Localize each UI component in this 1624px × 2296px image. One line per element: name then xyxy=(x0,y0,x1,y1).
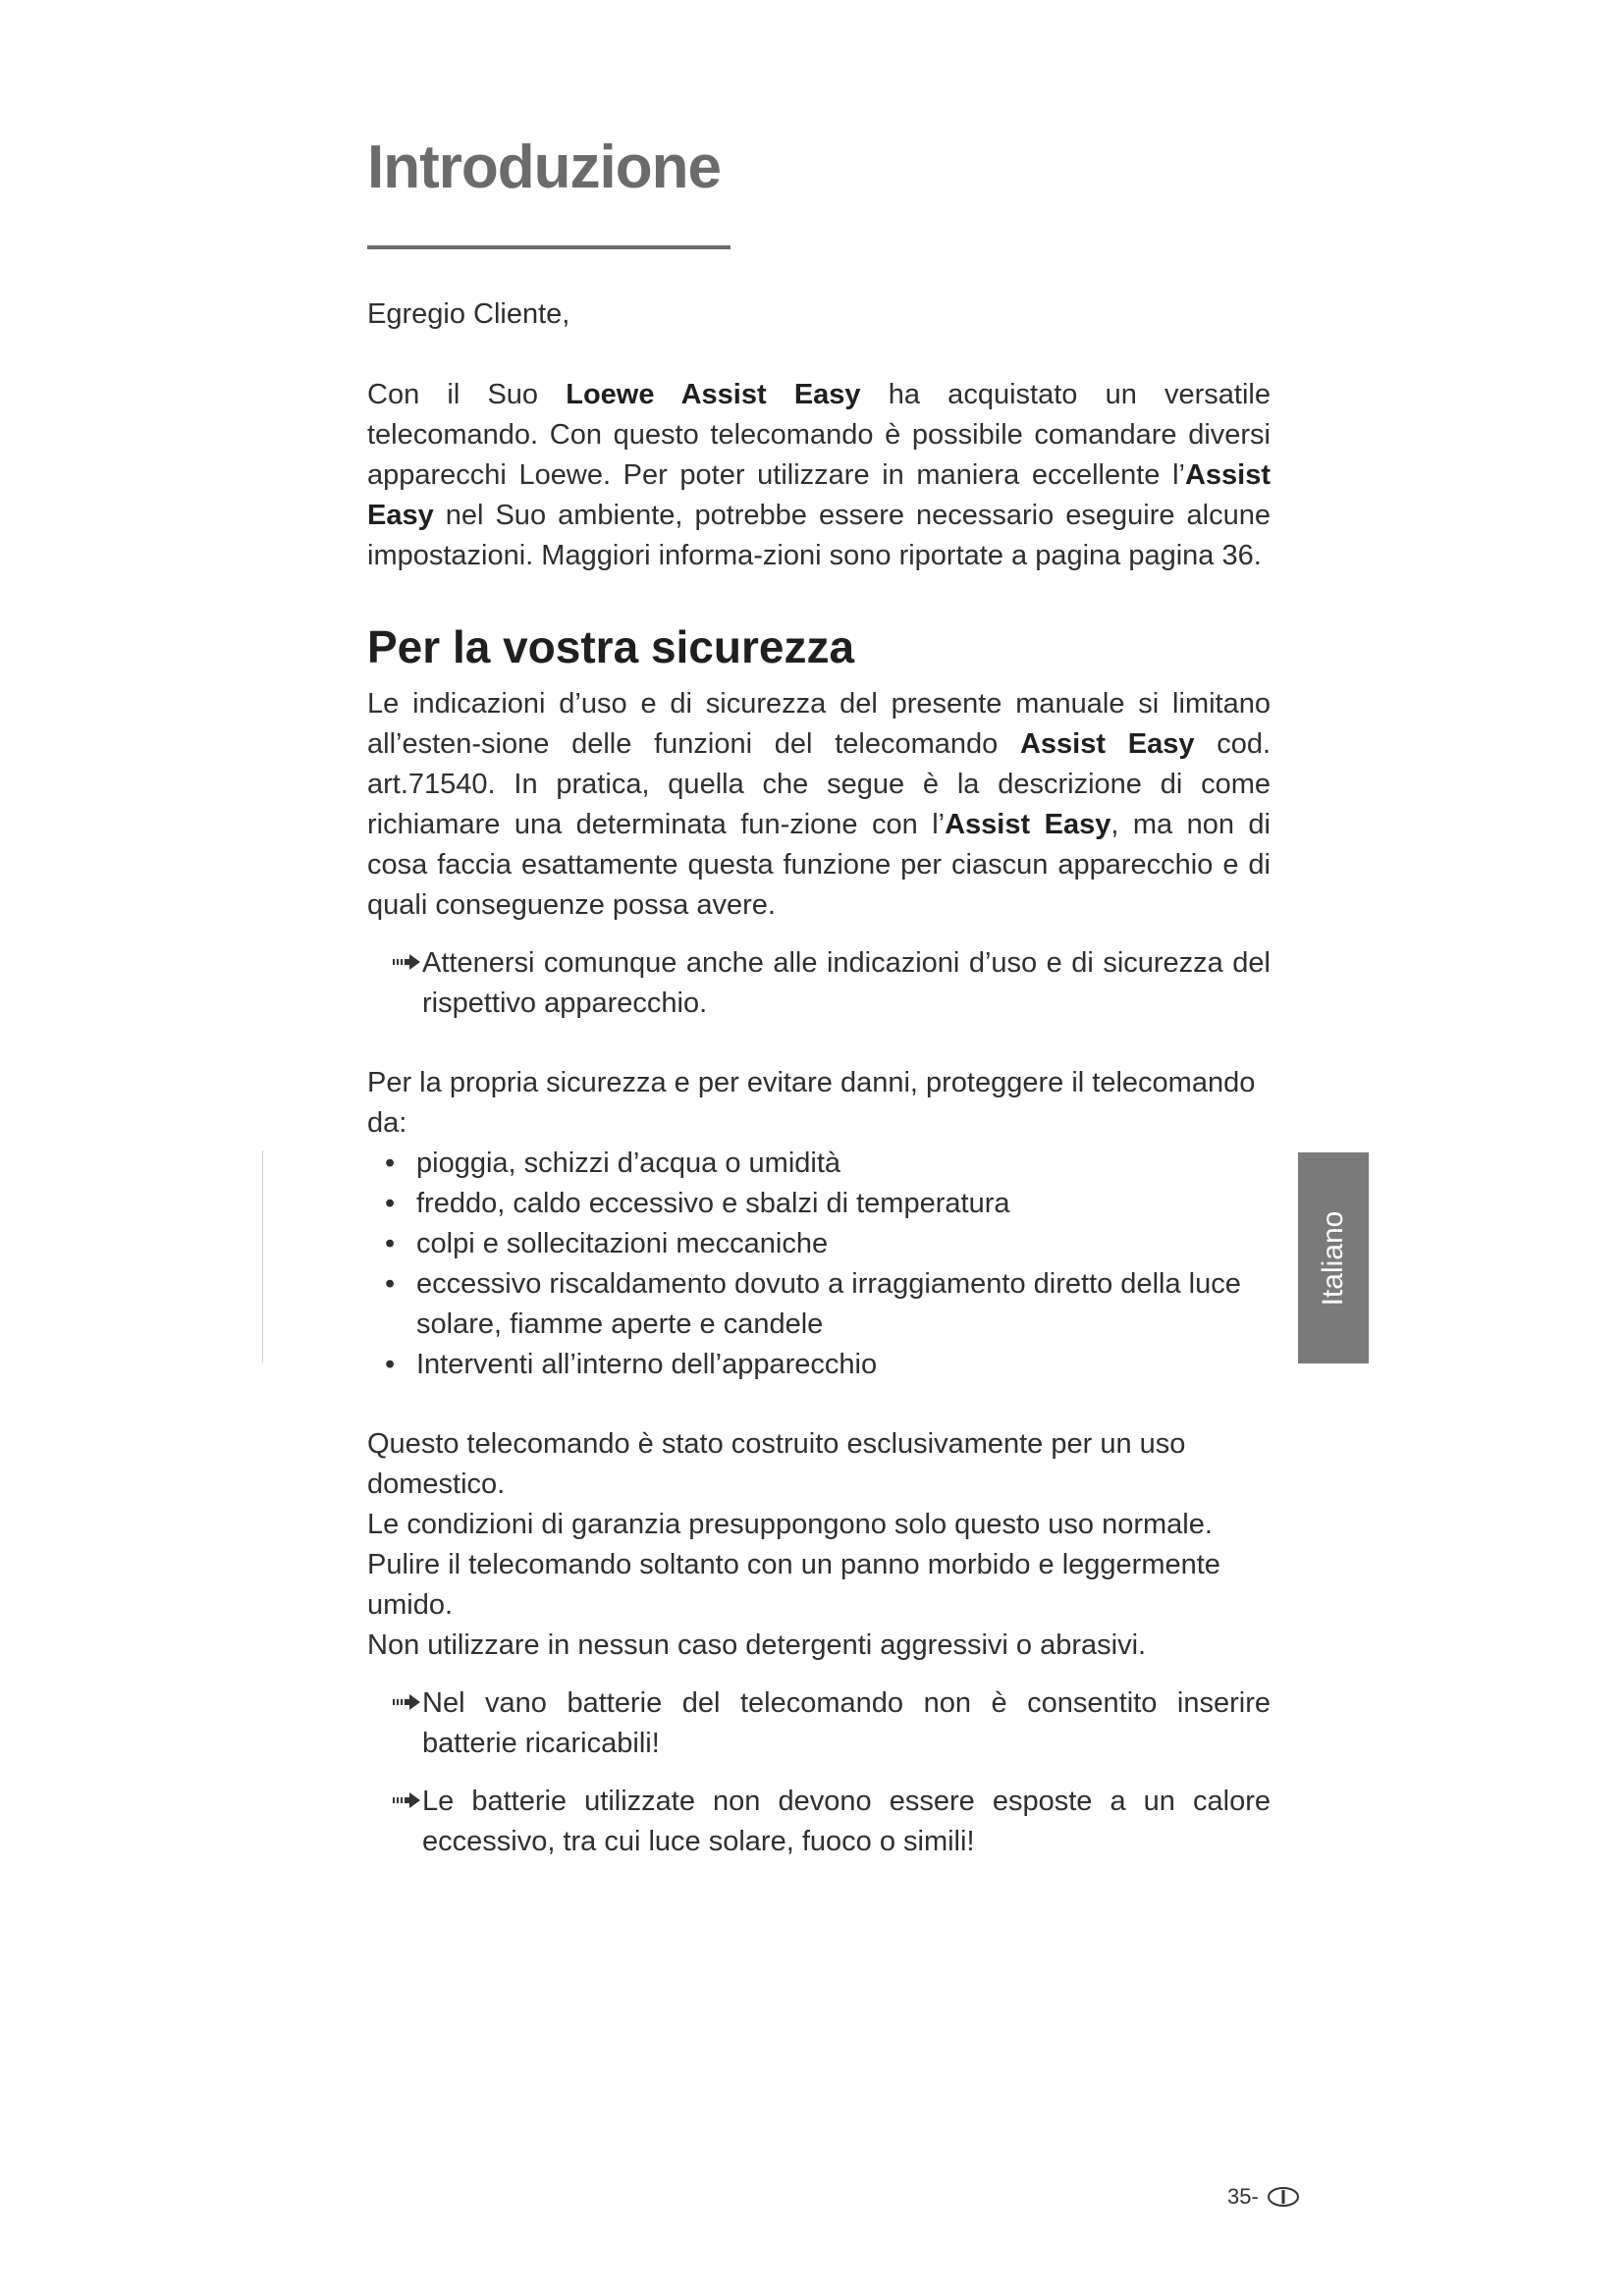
note-item xyxy=(367,943,1271,1024)
bullet: • xyxy=(385,1349,396,1380)
language-tab xyxy=(1298,1152,1369,1363)
intro-text-3: nel Suo ambiente, potrebbe essere necessario eseguire alcune impostazioni. Maggiori informa-zioni sono riportate a pagina pagina 36. xyxy=(367,500,1271,571)
usage-line: Non utilizzare in nessun caso detergenti aggressivi o abrasivi. xyxy=(367,1629,1147,1661)
list-item: • freddo, caldo eccessivo e sbalzi di temperatura xyxy=(367,1184,1271,1224)
product-name: Loewe Assist Easy xyxy=(566,379,861,410)
list-item: • pioggia, schizzi d’acqua o umidità xyxy=(367,1144,1271,1184)
title-underline xyxy=(367,245,731,249)
usage-line: Questo telecomando è stato costruito esclusivamente per un uso domestico. xyxy=(367,1428,1186,1500)
usage-line: Le condizioni di garanzia presuppongono solo questo uso normale. xyxy=(367,1509,1213,1540)
country-code-icon xyxy=(1267,2186,1300,2208)
main-content xyxy=(367,294,1271,1862)
section-heading-safety: Per la vostra sicurezza xyxy=(367,621,855,672)
usage-line: Pulire il telecomando soltanto con un panno morbido e leggermente umido. xyxy=(367,1549,1220,1621)
bullet: • xyxy=(385,1228,396,1259)
language-tab-label: Italiano xyxy=(1317,1210,1349,1306)
salutation: Egregio Cliente, xyxy=(367,298,570,330)
protect-intro: Per la propria sicurezza e per evitare danni, proteggere il telecomando da: xyxy=(367,1067,1256,1139)
arrow-right-icon xyxy=(393,952,422,972)
safety-text-3: , ma non di cosa faccia esattamente questa funzione per ciascun apparecchio e di quali conseguenze possa avere. xyxy=(367,809,1271,921)
list-item: • eccessivo riscaldamento dovuto a irraggiamento diretto della luce solare, fiamme aperte e candele xyxy=(367,1264,1271,1345)
intro-paragraph xyxy=(367,375,1271,576)
product-name: Assist Easy xyxy=(1019,728,1195,760)
bullet: • xyxy=(385,1188,396,1219)
product-name: Assist Easy xyxy=(945,809,1111,840)
safety-text-2: cod. art.71540. In pratica, quella che segue è la descrizione di come richiamare una determinata fun-zione con l’ xyxy=(367,728,1272,840)
bullet: • xyxy=(385,1268,396,1300)
margin-line xyxy=(262,1150,263,1362)
page-footer xyxy=(1227,2184,1300,2210)
note-item xyxy=(367,1683,1271,1764)
intro-text-2: ha acquistato un versatile telecomando. Con questo telecomando è possibile comandare diversi apparecchi Loewe. Per poter utilizzare in maniera eccellente l’ xyxy=(367,379,1271,491)
note-text: Nel vano batterie del telecomando non è consentito inserire batterie ricaricabili! xyxy=(422,1687,1271,1759)
page-number: 35- xyxy=(1227,2184,1259,2209)
product-name: Assist Easy xyxy=(367,459,1271,531)
note-item xyxy=(367,1782,1271,1862)
list-item: • colpi e sollecitazioni meccaniche xyxy=(367,1224,1271,1264)
list-item: • Interventi all’interno dell’apparecchio xyxy=(367,1345,1271,1385)
page-title: Introduzione xyxy=(367,133,721,201)
hazard-list xyxy=(367,1144,1271,1385)
arrow-right-icon xyxy=(393,1692,422,1712)
safety-paragraph xyxy=(367,684,1271,926)
note-text: Le batterie utilizzate non devono essere esposte a un calore eccessivo, tra cui luce solare, fuoco o simili! xyxy=(422,1786,1271,1857)
bullet: • xyxy=(385,1148,396,1179)
safety-text-1: Le indicazioni d’uso e di sicurezza del presente manuale si limitano all’esten-sione delle funzioni del telecomando xyxy=(367,688,1271,760)
arrow-right-icon xyxy=(393,1790,422,1810)
note-text: Attenersi comunque anche alle indicazioni d’uso e di sicurezza del rispettivo apparecchio. xyxy=(422,947,1271,1019)
intro-text-1: Con il Suo xyxy=(367,379,567,410)
